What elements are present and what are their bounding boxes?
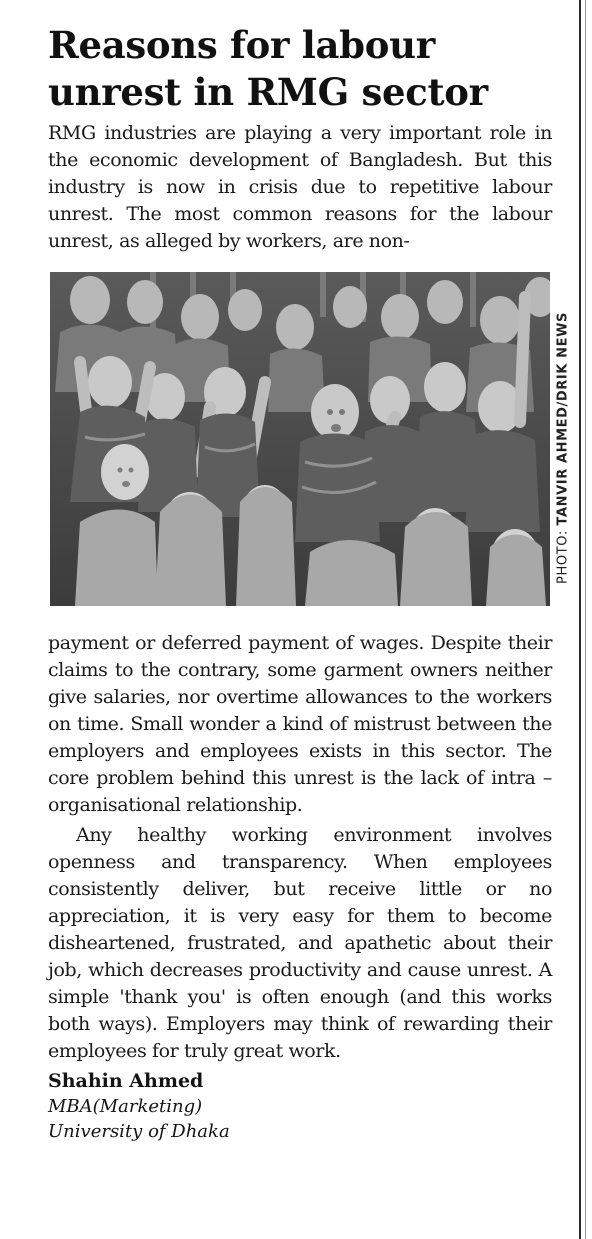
protest-photo bbox=[50, 272, 550, 606]
photo-image bbox=[50, 272, 550, 606]
author-degree: MBA(Marketing) bbox=[48, 1096, 203, 1117]
photo-credit-name: TANVIR AHMED/DRIK NEWS bbox=[555, 312, 571, 526]
page-border-line bbox=[579, 0, 581, 1239]
paragraph-1-end: payment or deferred payment of wages. Despite their claims to the contrary, some garment owners neither give salaries, nor overtime allowances to the workers on time. Small wonder a kind of mistrust between the employers and employees exists in this sector. The core problem behind this unrest is the lack of intra –organisational relationship. bbox=[48, 632, 552, 816]
article-top bbox=[48, 22, 552, 255]
author-university: University of Dhaka bbox=[48, 1121, 230, 1142]
page-border-line-secondary bbox=[585, 0, 586, 1239]
crowd-illustration bbox=[50, 272, 550, 606]
paragraph-1-start: RMG industries are playing a very important role in the economic development of Bangladesh. But this industry is now in crisis due to repetitive labour unrest. The most common reasons for the labour unrest, as alleged by workers, are non- bbox=[48, 122, 552, 252]
byline bbox=[48, 1068, 552, 1144]
author-name: Shahin Ahmed bbox=[48, 1070, 204, 1092]
photo-credit-prefix: PHOTO: bbox=[555, 525, 571, 584]
article-bottom bbox=[48, 630, 552, 1144]
headline: Reasons for labour unrest in RMG sector bbox=[48, 23, 488, 114]
photo-credit bbox=[551, 286, 575, 611]
paragraph-2: Any healthy working environment involves openness and transparency. When employees consistently deliver, but receive little or no appreciation, it is very easy for them to become disheartened, frustrated, and apathetic about their job, which decreases productivity and cause unrest. A simple 'thank you' is often enough (and this works both ways). Employers may think of rewarding their employees for truly great work. bbox=[48, 824, 552, 1062]
